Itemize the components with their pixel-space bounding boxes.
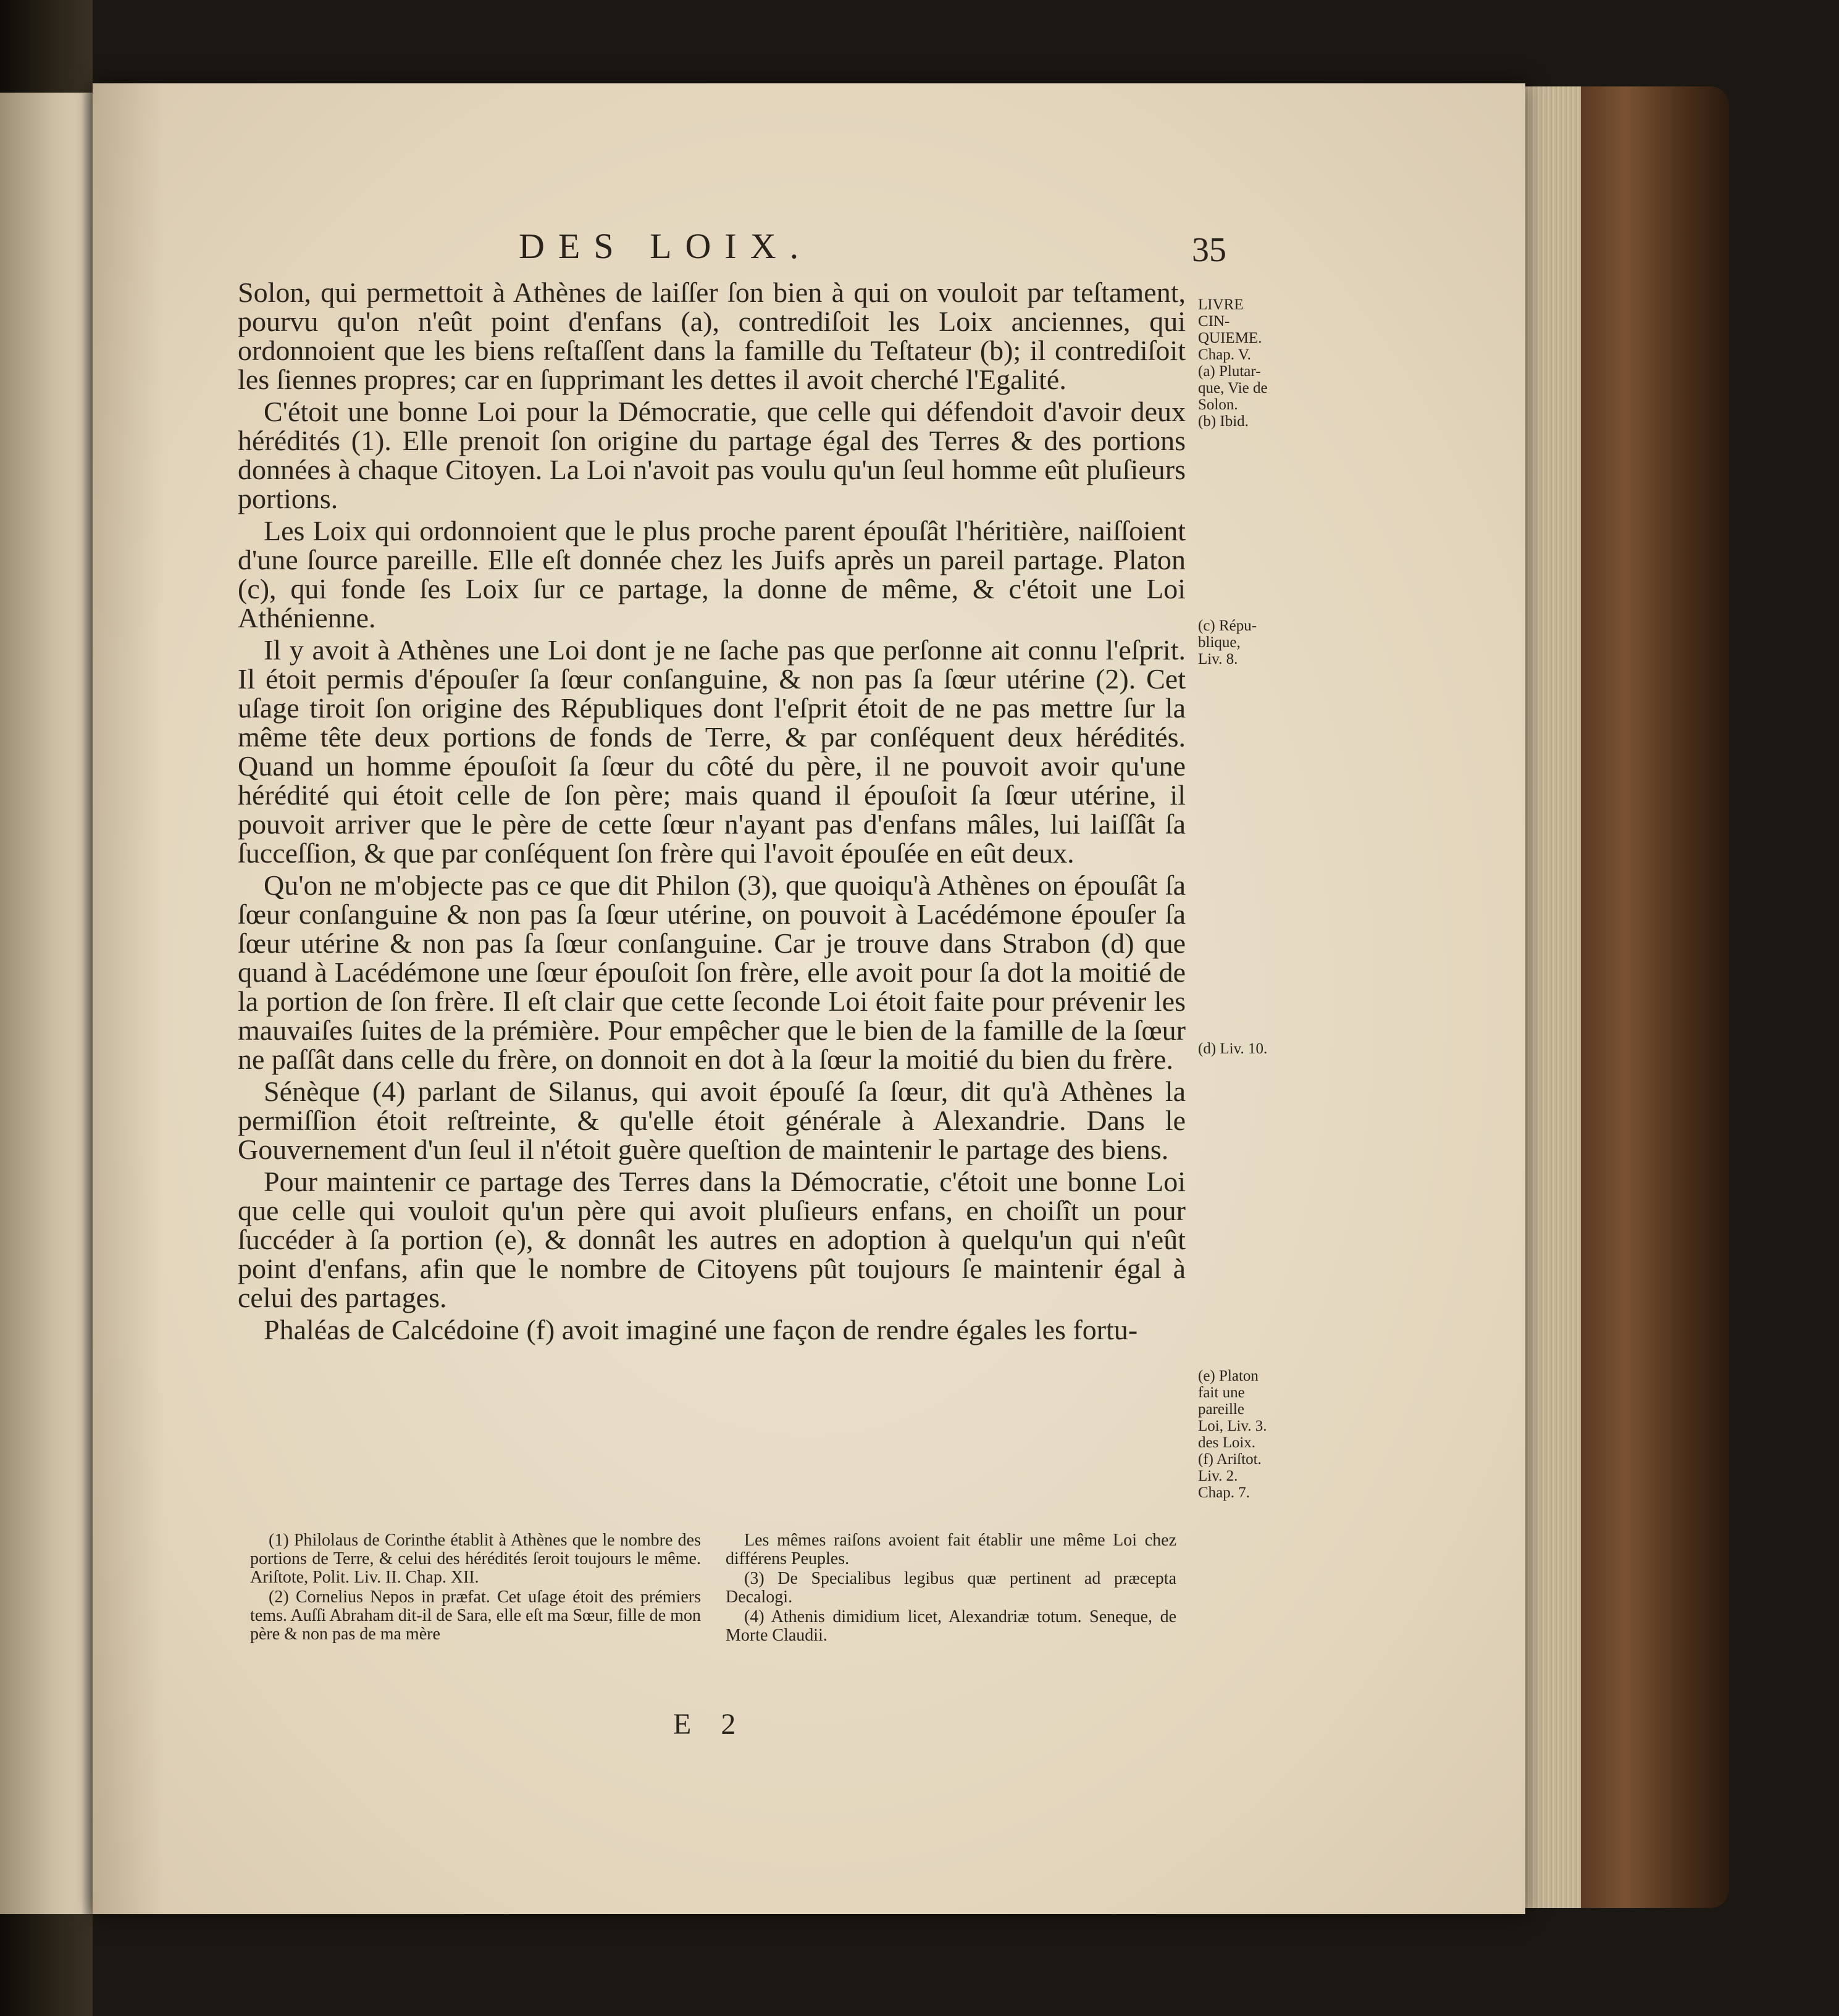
margin-note-line: fait une (1198, 1384, 1245, 1401)
margin-note-line: Solon. (1198, 396, 1238, 413)
margin-notes (1198, 296, 1303, 1531)
paragraph: Il y avoit à Athènes une Loi dont je ne ſache pas que perſonne ait connu l'eſprit. Il étoit permis d'épouſer ſa ſœur conſanguine, & non pas ſa ſœur utérine (2). Cet uſage tiroit ſon origine des Républiques dont l'eſprit étoit de ne pas mettre ſur la même tête deux portions de fonds de Terre, & par conſéquent deux hérédités. Quand un homme épouſoit ſa ſœur du côté du père, il ne pouvoit avoir qu'une hérédité qui étoit celle de ſon père; mais quand il épouſoit ſa ſœur utérine, il pouvoit arriver que le père de cette ſœur n'ayant pas d'enfans mâles, lui laiſſât ſa ſucceſſion, & que par conſéquent ſon frère qui l'avoit épouſée en eût deux. (238, 634, 1186, 869)
margin-note-line: LIVRE (1198, 296, 1244, 313)
margin-note-line: Chap. 7. (1198, 1484, 1250, 1501)
paragraph: Qu'on ne m'objecte pas ce que dit Philon (3), que quoiqu'à Athènes on épouſât ſa ſœur conſanguine & non pas ſa ſœur utérine, on pouvoit à Lacédémone épouſer ſa ſœur utérine & non pas ſa ſœur conſanguine. Car je trouve dans Strabon (d) que quand à Lacédémone une ſœur épouſoit ſon frère, elle avoit pour ſa dot la moitié de la portion de ſon frère. Il eſt clair que cette ſeconde Loi étoit faite pour prévenir les mauvaiſes ſuites de la prémière. Pour empêcher que le bien de la famille de la ſœur ne paſſât dans celle du frère, on donnoit en dot à la ſœur la moitié du bien du frère. (238, 869, 1186, 1075)
footnote: (1) Philolaus de Corinthe établit à Athènes que le nombre des portions de Terre, & celui des hérédités ſeroit toujours le même. Ariſtote, Polit. Liv. II. Chap. XII. (250, 1531, 701, 1587)
paragraph: Pour maintenir ce partage des Terres dans la Démocratie, c'étoit une bonne Loi que celle qui vouloit qu'un père qui avoit pluſieurs enfans, en choiſît un pour ſuccéder à ſa portion (e), & donnât les autres en adoption à quelqu'un qui n'eût point d'enfans, afin que le nombre de Citoyens pût toujours ſe maintenir égal à celui des partages. (238, 1166, 1186, 1313)
margin-note-line: (e) Platon (1198, 1368, 1259, 1384)
margin-note-c (1198, 617, 1303, 667)
page-number: 35 (1192, 231, 1226, 269)
footnote: Les mêmes raiſons avoient fait établir une même Loi chez différens Peuples. (726, 1531, 1176, 1568)
main-text (238, 278, 1186, 1488)
margin-note-line: Chap. V. (1198, 346, 1251, 363)
margin-note-chapter (1198, 296, 1303, 430)
margin-note-line: Liv. 2. (1198, 1468, 1238, 1484)
margin-note-line: des Loix. (1198, 1434, 1256, 1451)
margin-note-e-f (1198, 1368, 1303, 1501)
page-gutter (82, 93, 93, 1914)
margin-note-line: (b) Ibid. (1198, 413, 1249, 430)
margin-note-line: CIN- (1198, 313, 1230, 330)
footnote: (4) Athenis dimidium licet, Alexandriæ totum. Seneque, de Morte Claudii. (726, 1607, 1176, 1645)
book-cover-right (1581, 86, 1729, 1908)
left-page-edge (0, 93, 93, 1914)
margin-note-d (1198, 1040, 1303, 1057)
margin-note-line: QUIEME. (1198, 330, 1262, 346)
running-head: DES LOIX. (519, 226, 813, 266)
margin-note-line: pareille (1198, 1401, 1244, 1418)
paragraph: Solon, qui permettoit à Athènes de laiſſer ſon bien à qui on vouloit par teſtament, pourvu qu'on n'eût point d'enfans (a), contrediſoit les Loix anciennes, qui ordonnoient que les biens reſtaſſent dans la famille du Teſtateur (b); il contrediſoit les ſiennes propres; car en ſupprimant les dettes il avoit cherché l'Egalité. (238, 277, 1186, 395)
paragraph: Sénèque (4) parlant de Silanus, qui avoit épouſé ſa ſœur, dit qu'à Athènes la permiſſion étoit reſtreinte, & qu'elle étoit générale à Alexandrie. Dans le Gouvernement d'un ſeul il n'étoit guère queſtion de maintenir le partage des biens. (238, 1076, 1186, 1165)
margin-note-line: que, Vie de (1198, 380, 1268, 396)
margin-note-line: (a) Plutar- (1198, 363, 1261, 380)
margin-note-line: Loi, Liv. 3. (1198, 1418, 1267, 1434)
margin-note-line: (d) Liv. 10. (1198, 1040, 1268, 1057)
paragraph: Les Loix qui ordonnoient que le plus proche parent épouſât l'héritière, naiſſoient d'une ſource pareille. Elle eſt donnée chez les Juifs après un pareil partage. Platon (c), qui fonde ſes Loix ſur ce partage, la donne de même, & c'étoit une Loi Athénienne. (238, 515, 1186, 634)
footnote: (2) Cornelius Nepos in præfat. Cet uſage étoit des prémiers tems. Auſſi Abraham dit-il de Sara, elle eſt ma Sœur, fille de mon père & non pas de ma mère (250, 1587, 701, 1644)
margin-note-line: (c) Répu- (1198, 617, 1257, 634)
footnote: (3) De Specialibus legibus quæ pertinent ad præcepta Decalogi. (726, 1569, 1176, 1607)
margin-note-line: blique, (1198, 634, 1241, 651)
footnotes-left-column (250, 1531, 701, 1645)
paragraph: C'étoit une bonne Loi pour la Démocratie, que celle qui défendoit d'avoir deux hérédités (1). Elle prenoit ſon origine du partage égal des Terres & des portions données à chaque Citoyen. La Loi n'avoit pas voulu qu'un ſeul homme eût pluſieurs portions. (238, 396, 1186, 514)
margin-note-line: (f) Ariſtot. (1198, 1451, 1262, 1468)
footnotes-right-column (726, 1531, 1176, 1646)
margin-note-line: Liv. 8. (1198, 651, 1238, 667)
page-header (519, 225, 1235, 281)
footnotes (250, 1531, 1189, 1673)
signature-mark: E 2 (673, 1708, 747, 1741)
paragraph: Phaléas de Calcédoine (f) avoit imaginé une façon de rendre égales les fortu- (264, 1314, 1138, 1345)
